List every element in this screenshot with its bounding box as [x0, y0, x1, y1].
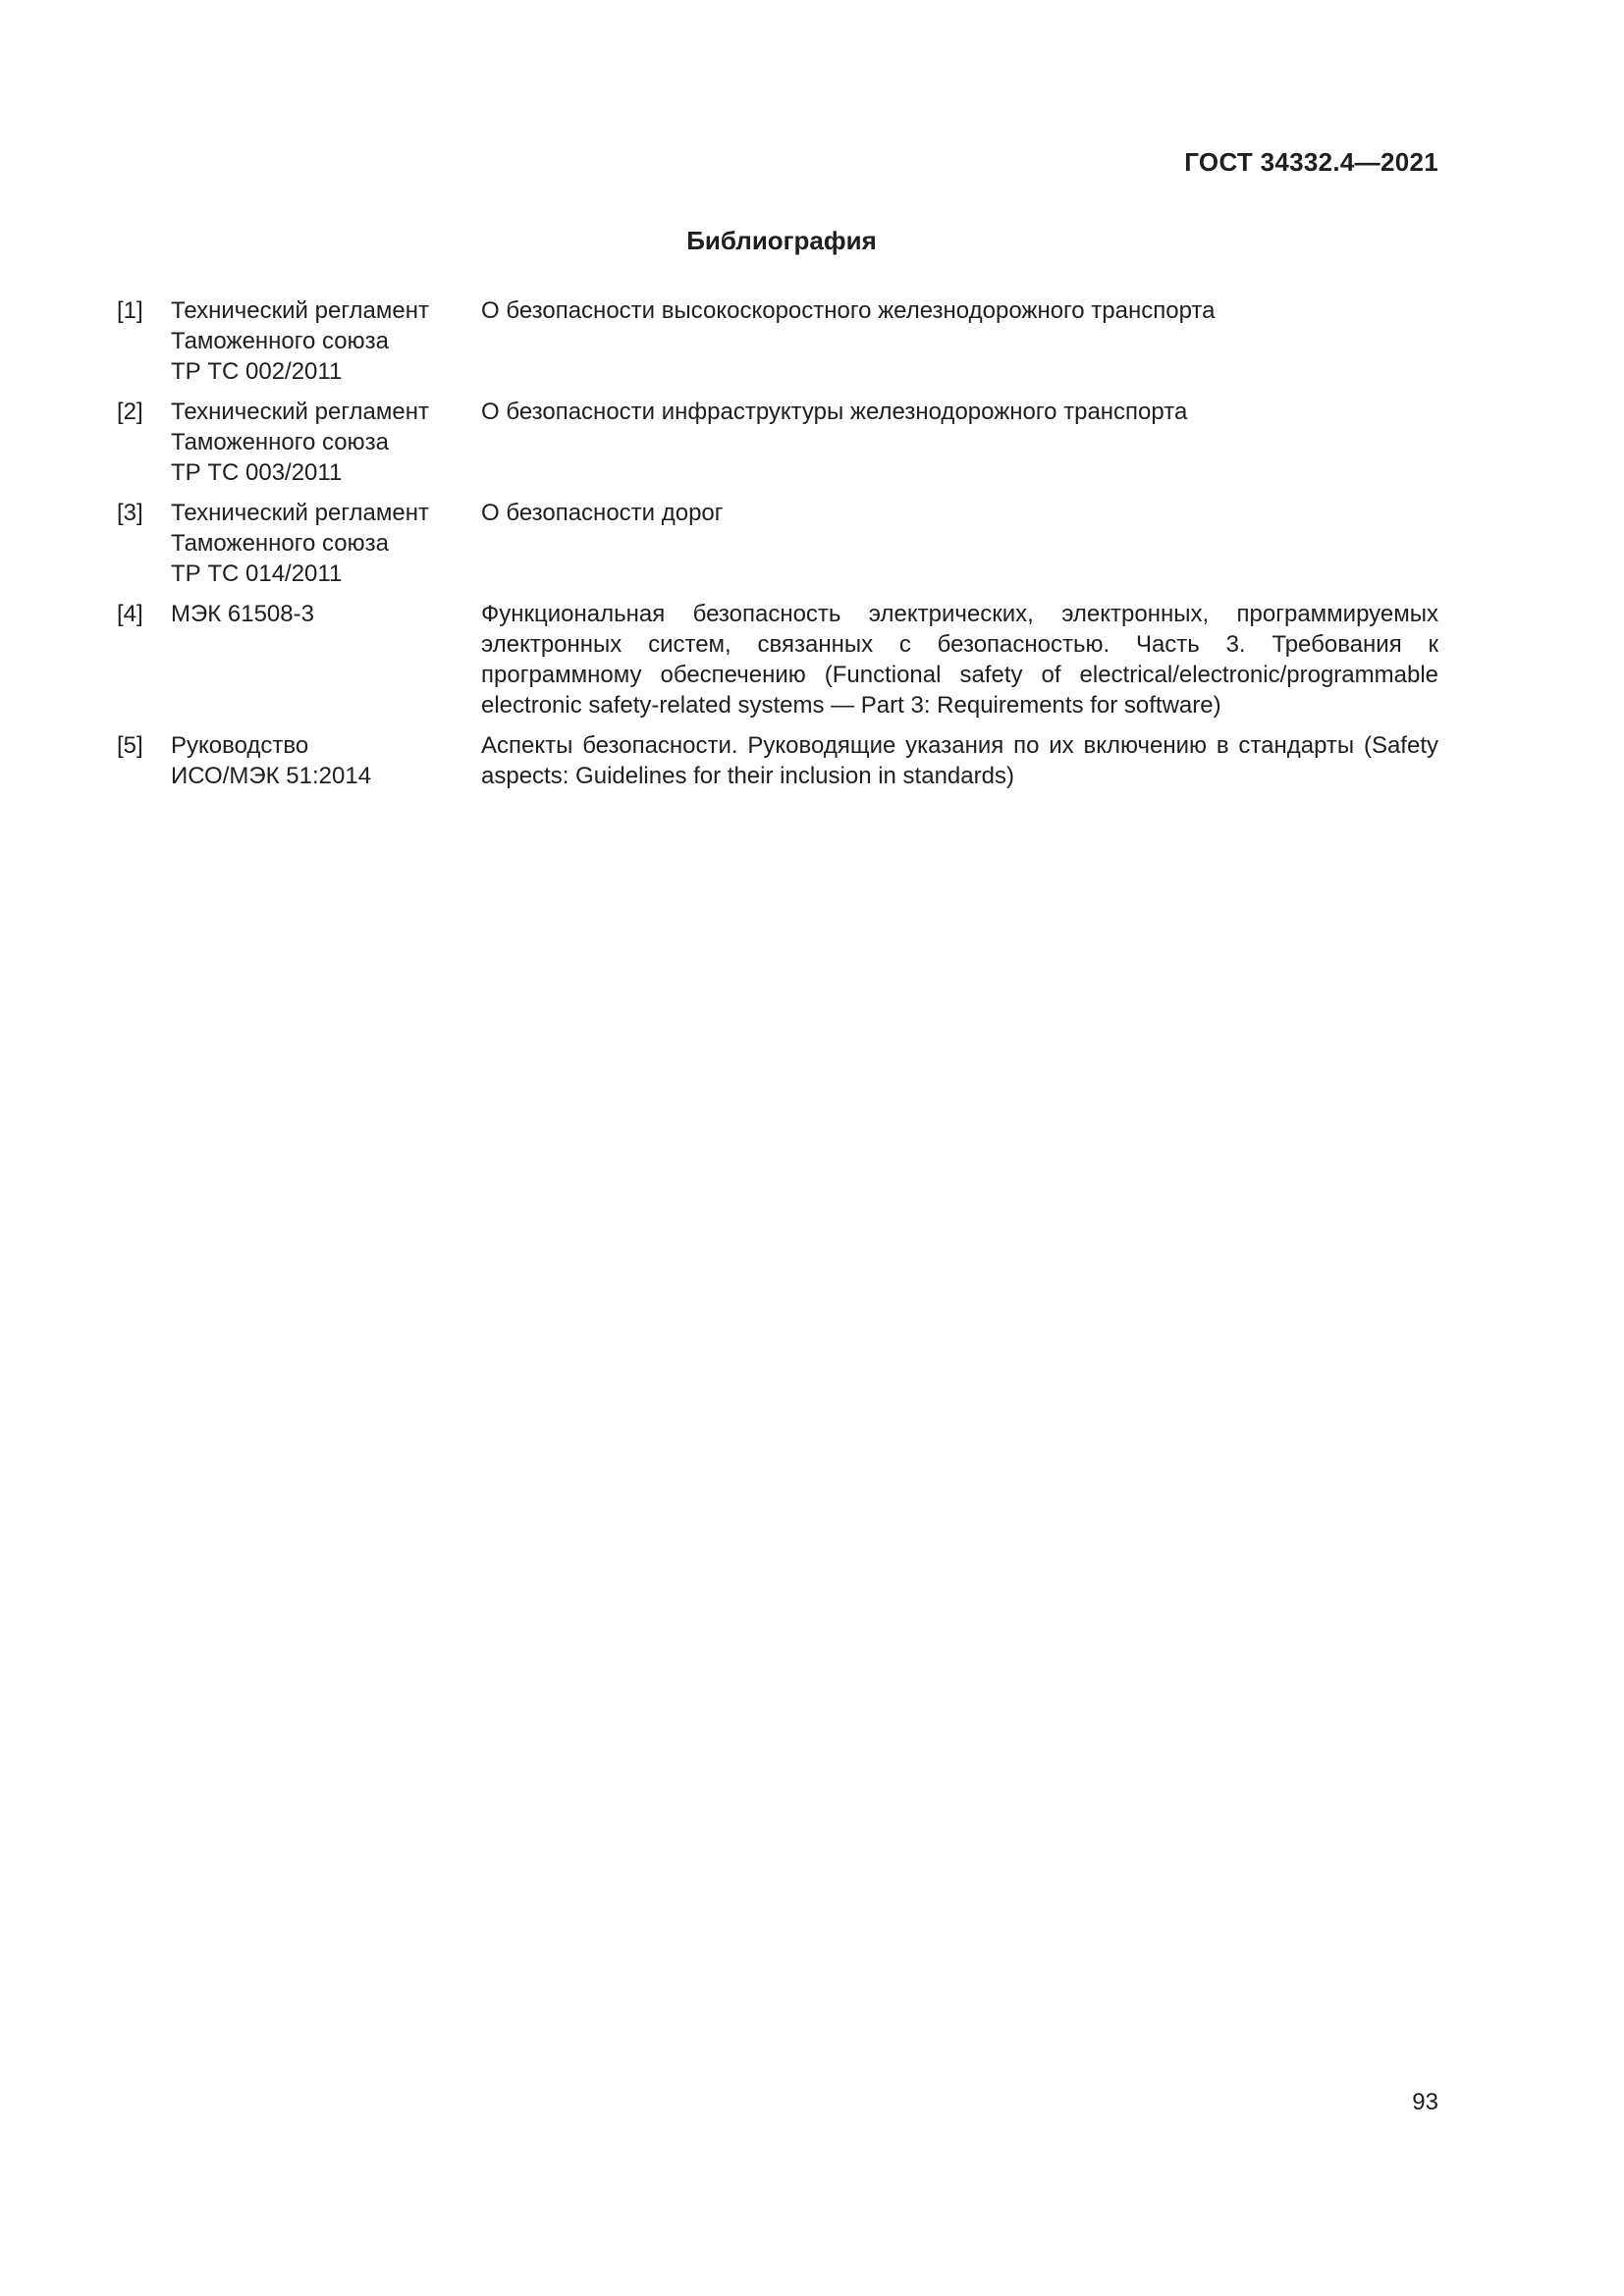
entry-number: [3] [117, 500, 143, 526]
entry-number: [1] [117, 297, 143, 324]
bibliography-entry [117, 397, 1438, 498]
bibliography-entry [117, 295, 1438, 397]
entry-number: [4] [117, 601, 143, 627]
page-number: 93 [1412, 2089, 1438, 2115]
reference-line: ИСО/МЭК 51:2014 [171, 763, 372, 789]
reference-line: Технический регламент [171, 399, 429, 425]
entry-reference [171, 498, 481, 599]
bibliography-entry [117, 498, 1438, 599]
reference-line: МЭК 61508-3 [171, 601, 314, 627]
entry-number: [5] [117, 732, 143, 759]
entry-description: О безопасности высокоскоростного железнодорожного транспорта [481, 297, 1216, 324]
entry-reference [171, 295, 481, 397]
reference-line: Руководство [171, 732, 309, 759]
bibliography-table [117, 295, 1438, 801]
reference-line: Технический регламент [171, 500, 429, 526]
reference-line: Таможенного союза [171, 530, 389, 557]
entry-reference [171, 730, 481, 801]
bibliography-entry [117, 599, 1438, 730]
bibliography-title: Библиография [686, 226, 877, 255]
entry-description: О безопасности инфраструктуры железнодорожного транспорта [481, 399, 1188, 425]
reference-line: Технический регламент [171, 297, 429, 324]
entry-description: Аспекты безопасности. Руководящие указания по их включению в стандарты (Safety aspects: Guidelines for their inclusion in standards) [481, 732, 1438, 789]
entry-reference [171, 599, 481, 730]
entry-description: О безопасности дорог [481, 500, 724, 526]
bibliography-entry [117, 730, 1438, 801]
entry-reference [171, 397, 481, 498]
entry-number: [2] [117, 399, 143, 425]
reference-line: Таможенного союза [171, 429, 389, 455]
document-standard-id: ГОСТ 34332.4—2021 [1184, 147, 1438, 177]
reference-line: ТР ТС 003/2011 [171, 459, 343, 486]
reference-line: Таможенного союза [171, 328, 389, 354]
reference-line: ТР ТС 002/2011 [171, 358, 343, 385]
entry-description: Функциональная безопасность электрических, электронных, программируемых электронных систем, связанных с безопасностью. Часть 3. Требования к программному обеспечению (Functional safety of electrical/electronic/programmable electronic safety-related systems — Part 3: Requirements for software) [481, 601, 1438, 719]
reference-line: ТР ТС 014/2011 [171, 561, 343, 587]
